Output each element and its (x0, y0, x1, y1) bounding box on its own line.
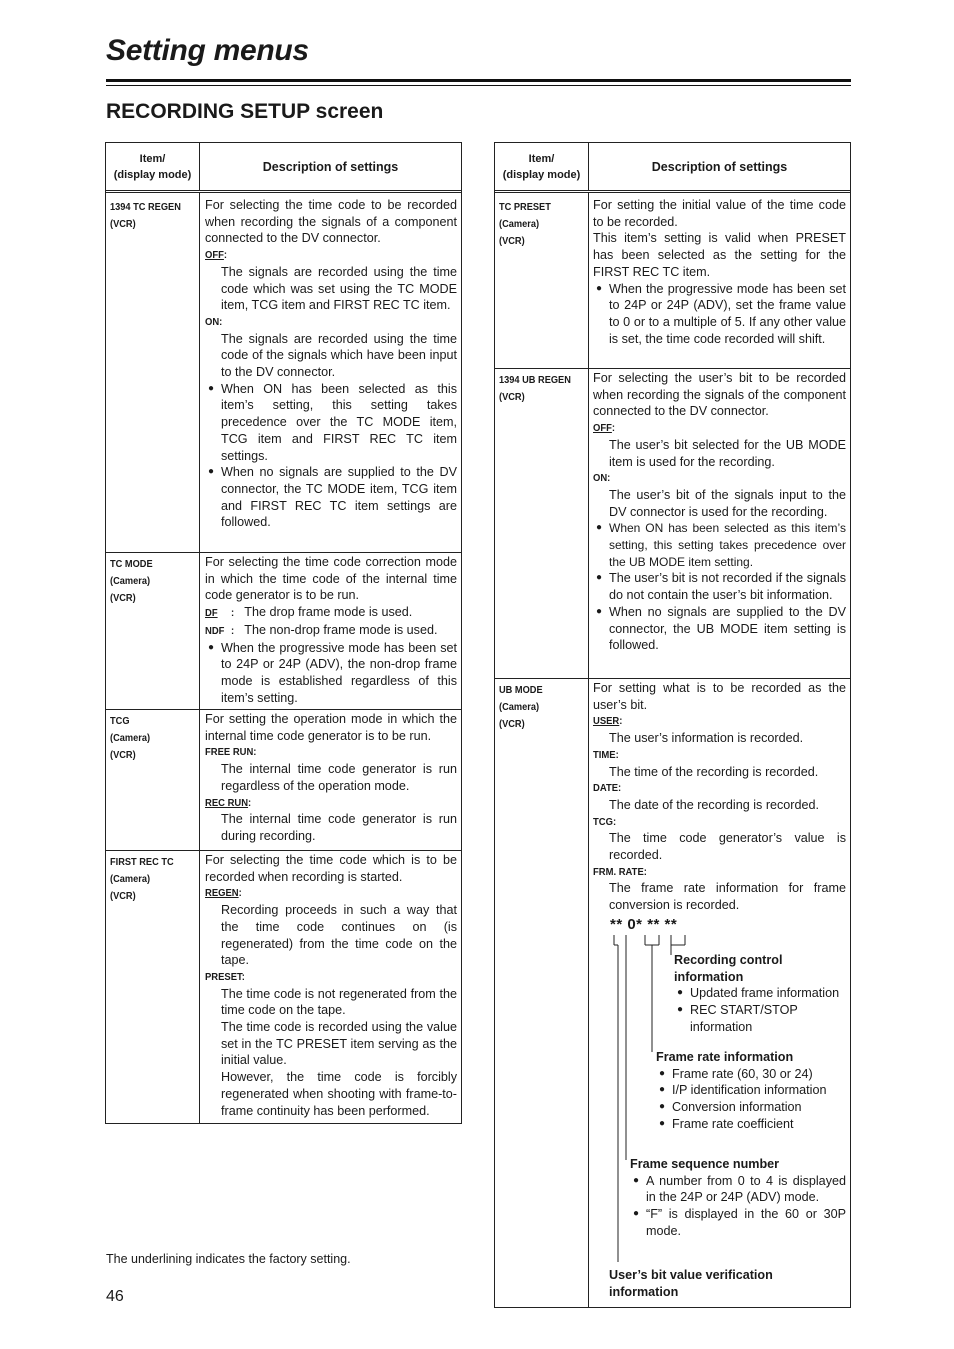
table-row (495, 196, 850, 369)
table-header (106, 143, 461, 193)
item-column-header: Item/ (display mode) (495, 143, 589, 190)
page-title: Setting menus (106, 34, 309, 67)
option-label: PRESET: (205, 970, 245, 983)
option-text: The time code is recorded using the value set in the TC PRESET item serving as the initial value. (221, 1020, 457, 1068)
diagram-heading: Frame sequence number (630, 1157, 780, 1171)
title-rule-thick (106, 79, 851, 82)
item-description (205, 711, 457, 845)
item-name: 1394 TC REGEN (VCR) (110, 201, 181, 230)
option-text: The user’s information is recorded. (609, 731, 804, 746)
page-number: 46 (106, 1288, 124, 1305)
option-text: Recording proceeds in such a way that the time code continues on (is regenerated) from the time code on the tape. (221, 903, 457, 968)
table-row (106, 553, 461, 710)
table-row (106, 851, 461, 1123)
description-text: For setting the initial value of the time code to be recorded. (593, 198, 846, 229)
item-name: 1394 UB REGEN (VCR) (499, 374, 571, 403)
option-label: OFF: (205, 249, 228, 262)
description-text: For selecting the time code to be recorded when recording the signals of a component connected to the DV connector. (205, 198, 457, 246)
diagram-item: ● REC START/STOP information (674, 1002, 850, 1035)
footnote: The underlining indicates the factory setting. (106, 1252, 351, 1266)
diagram-item: ● Conversion information (656, 1099, 850, 1116)
user-bit-code: ** 0* ** ** (610, 916, 678, 933)
item-name: TC PRESET (Camera) (VCR) (499, 201, 551, 247)
bullet-note: ● When ON has been selected as this item’s setting, this setting takes precedence over the TC MODE item, TCG item and FIRST REC TC item settings. (205, 381, 457, 465)
table-row (106, 710, 461, 851)
option-label: ON: (205, 315, 223, 328)
right-settings-table (494, 142, 851, 1308)
item-description (205, 554, 457, 706)
diagram-item: ● I/P identification information (656, 1082, 850, 1099)
verification-info: User’s bit value verification information (609, 1268, 773, 1299)
description-text: For selecting the time code correction mode in which the time code of the internal time code generator is to be run. (205, 555, 457, 603)
description-text: For selecting the time code which is to be recorded when recording is started. (205, 853, 457, 884)
option-text: The user’s bit selected for the UB MODE item is used for the recording. (609, 437, 846, 469)
option-label: REGEN: (205, 887, 242, 900)
diagram-heading: Frame rate information (656, 1050, 794, 1064)
table-header (495, 143, 850, 193)
bullet-note: ● When no signals are supplied to the DV connector, the UB MODE item setting is followed. (593, 604, 846, 654)
item-description (593, 370, 846, 654)
option-label: TIME: (593, 748, 619, 761)
item-name: FIRST REC TC (Camera) (VCR) (110, 856, 174, 902)
left-settings-table (105, 142, 462, 1124)
bullet-note: ● When the progressive mode has been set to 24P or 24P (ADV), the non-drop frame mode is established regardless of this item’s setting. (205, 640, 457, 707)
option-text: The signals are recorded using the time code which was set using the TC MODE item, TCG item and FIRST REC TC item. (221, 264, 457, 313)
option-text: The frame rate information for frame conversion is recorded. (609, 881, 846, 913)
option-label: REC RUN: (205, 796, 252, 809)
description-text: For setting what is to be recorded as the user’s bit. (593, 681, 846, 712)
diagram-item: ● Frame rate (60, 30 or 24) (656, 1066, 850, 1083)
bullet-note: ● When ON has been selected as this item’s setting, this setting takes precedence over the UB MODE item setting. (593, 520, 846, 570)
table-row (106, 196, 461, 553)
option-text: The internal time code generator is run during recording. (221, 812, 457, 843)
description-text: This item’s setting is valid when PRESET has been selected as the setting for the FIRST REC TC item. (593, 231, 846, 279)
item-description (593, 680, 846, 914)
diagram-heading: Recording control information (674, 953, 783, 984)
option-text: The internal time code generator is run regardless of the operation mode. (221, 762, 457, 793)
option-label: USER: (593, 715, 623, 728)
option-text: The time of the recording is recorded. (609, 764, 819, 779)
recording-control-info (674, 952, 850, 1036)
option-text: The time code is not regenerated from the time code on the tape. (221, 986, 457, 1018)
diagram-item: ● Frame rate coefficient (656, 1116, 850, 1133)
item-name: UB MODE (Camera) (VCR) (499, 684, 543, 730)
item-column-header: Item/ (display mode) (106, 143, 200, 190)
option-text: The time code generator’s value is recorded. (609, 831, 846, 863)
table-row (495, 369, 850, 679)
bullet-note: ● When no signals are supplied to the DV connector, the TC MODE item, TCG item and FIRST REC TC item settings are followed. (205, 464, 457, 531)
option-text: However, the time code is forcibly regenerated when shooting with frame-to-frame continuity has been performed. (221, 1070, 457, 1118)
option-text: The signals are recorded using the time code of the signals which have been input to the DV connector. (221, 331, 457, 380)
item-description (205, 197, 457, 531)
bullet-note: ● When the progressive mode has been set to 24P or 24P (ADV), set the frame value to 0 or to a multiple of 5. If any other value is set, the time code recorded will shift. (593, 281, 846, 348)
section-title: RECORDING SETUP screen (106, 100, 384, 123)
option-label: FREE RUN: (205, 746, 257, 759)
frame-sequence-info (630, 1156, 846, 1240)
item-name: TC MODE (Camera) (VCR) (110, 558, 153, 604)
description-text: For selecting the user’s bit to be recorded when recording the signals of the component connected to the DV connector. (593, 371, 846, 419)
option-text: The date of the recording is recorded. (609, 797, 820, 812)
description-column-header: Description of settings (651, 159, 788, 174)
option-label: FRM. RATE: (593, 865, 647, 878)
description-column-header: Description of settings (262, 159, 399, 174)
item-name: TCG (Camera) (VCR) (110, 715, 151, 761)
option-text: The user’s bit of the signals input to the DV connector is used for the recording. (609, 487, 846, 519)
option-label: TCG: (593, 815, 617, 828)
diagram-item: ● Updated frame information (674, 985, 850, 1002)
option-line: NDF : The non-drop frame mode is used. (205, 622, 438, 637)
frame-rate-info (656, 1049, 850, 1133)
option-line: DF : The drop frame mode is used. (205, 605, 413, 620)
option-label: OFF: (593, 422, 616, 435)
option-label: DATE: (593, 782, 622, 795)
item-description (205, 852, 457, 1119)
diagram-item: ● A number from 0 to 4 is displayed in the 24P or 24P (ADV) mode. (630, 1173, 846, 1206)
description-text: For setting the operation mode in which the internal time code generator is to be run. (205, 712, 457, 743)
bullet-note: ● The user’s bit is not recorded if the signals do not contain the user’s bit information. (593, 570, 846, 603)
diagram-item: ● “F” is displayed in the 60 or 30P mode. (630, 1206, 846, 1239)
option-label: ON: (593, 472, 611, 485)
title-rule-thin (106, 85, 851, 86)
item-description (593, 197, 846, 347)
